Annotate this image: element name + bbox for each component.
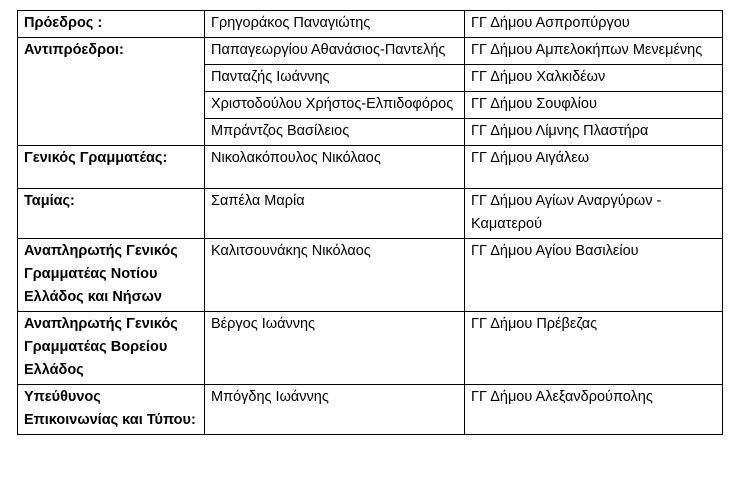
municipality-cell: ΓΓ Δήμου Αιγάλεω xyxy=(465,146,723,189)
table-row xyxy=(18,239,723,312)
municipality-cell: ΓΓ Δήμου Πρέβεζας xyxy=(465,312,723,385)
role-cell: Υπεύθυνος Επικοινωνίας και Τύπου: xyxy=(18,385,205,435)
municipality-cell: ΓΓ Δήμου Χαλκιδέων xyxy=(465,65,723,92)
name-cell: Σαπέλα Μαρία xyxy=(205,189,465,239)
name-cell: Μπράντζος Βασίλειος xyxy=(205,119,465,146)
name-cell: Χριστοδούλου Χρήστος-Ελπιδοφόρος xyxy=(205,92,465,119)
name-cell: Πανταζής Ιωάννης xyxy=(205,65,465,92)
name-cell: Μπόγδης Ιωάννης xyxy=(205,385,465,435)
municipality-cell: ΓΓ Δήμου Σουφλίου xyxy=(465,92,723,119)
role-cell: Γενικός Γραμματέας: xyxy=(18,146,205,189)
name-cell: Νικολακόπουλος Νικόλαος xyxy=(205,146,465,189)
role-cell: Πρόεδρος : xyxy=(18,11,205,38)
role-cell: Αντιπρόεδροι: xyxy=(18,38,205,146)
table-row xyxy=(18,385,723,435)
board-members-table xyxy=(17,10,723,435)
table-row xyxy=(18,11,723,38)
municipality-cell: ΓΓ Δήμου Λίμνης Πλαστήρα xyxy=(465,119,723,146)
role-cell: Αναπληρωτής Γενικός Γραμματέας Βορείου Ελλάδος xyxy=(18,312,205,385)
name-cell: Καλιτσουνάκης Νικόλαος xyxy=(205,239,465,312)
municipality-cell: ΓΓ Δήμου Ασπροπύργου xyxy=(465,11,723,38)
municipality-cell: ΓΓ Δήμου Αγίων Αναργύρων - Καματερού xyxy=(465,189,723,239)
municipality-cell: ΓΓ Δήμου Αμπελοκήπων Μενεμένης xyxy=(465,38,723,65)
role-cell: Ταμίας: xyxy=(18,189,205,239)
name-cell: Βέργος Ιωάννης xyxy=(205,312,465,385)
table-row xyxy=(18,312,723,385)
name-cell: Γρηγοράκος Παναγιώτης xyxy=(205,11,465,38)
role-cell: Αναπληρωτής Γενικός Γραμματέας Νοτίου Ελλάδος και Νήσων xyxy=(18,239,205,312)
name-cell: Παπαγεωργίου Αθανάσιος-Παντελής xyxy=(205,38,465,65)
table-row xyxy=(18,38,723,65)
table-row xyxy=(18,146,723,189)
municipality-cell: ΓΓ Δήμου Αλεξανδρούπολης xyxy=(465,385,723,435)
table-row xyxy=(18,189,723,239)
municipality-cell: ΓΓ Δήμου Αγίου Βασιλείου xyxy=(465,239,723,312)
